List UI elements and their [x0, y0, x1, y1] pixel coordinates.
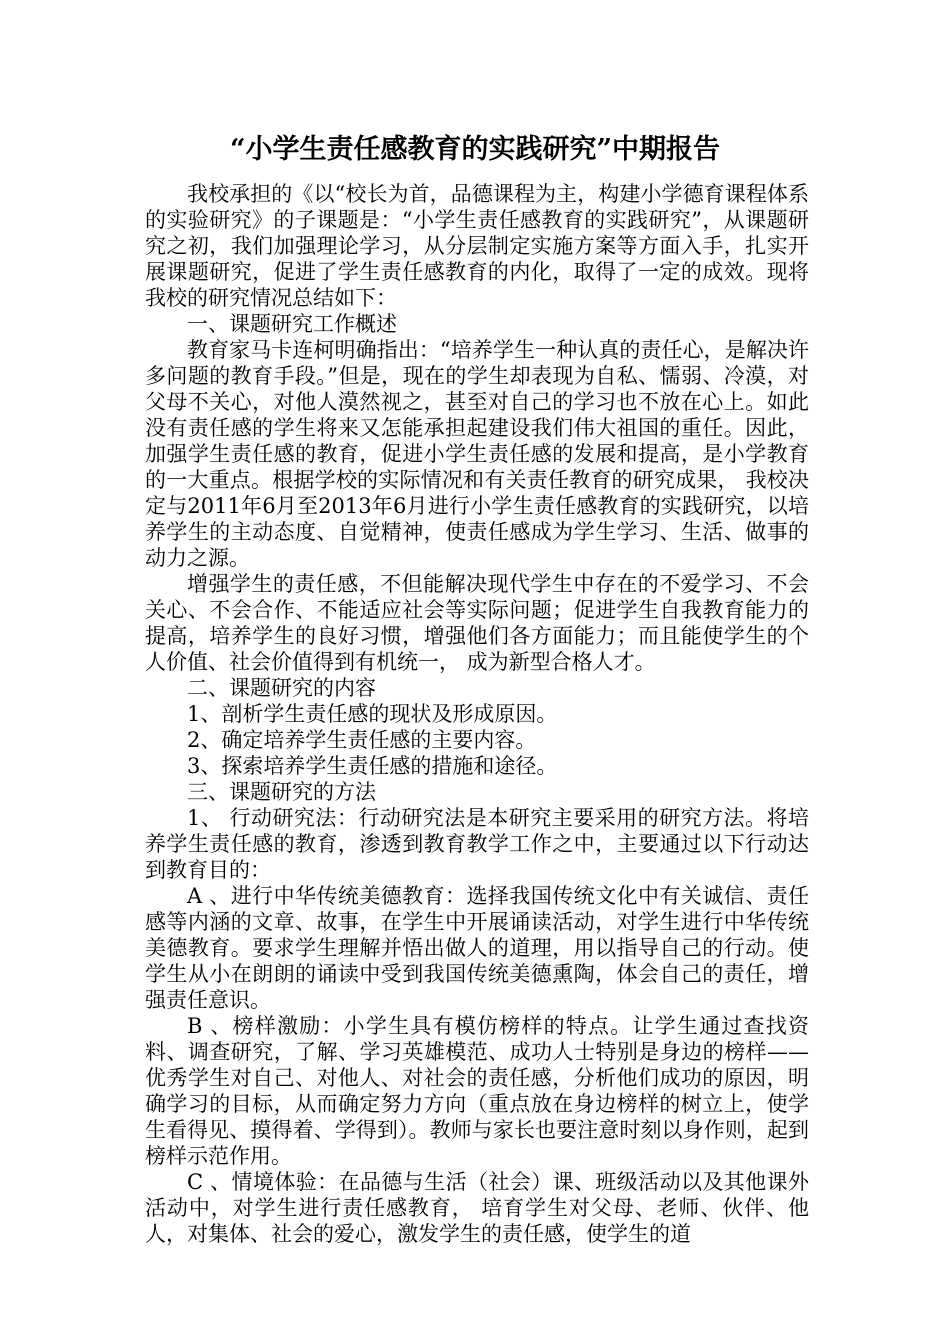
content-item-3: 3、探索培养学生责任感的措施和途径。 [187, 754, 558, 778]
content-item-1: 1、剖析学生责任感的现状及形成原因。 [187, 702, 558, 726]
content-item-2: 2、确定培养学生责任感的主要内容。 [187, 728, 537, 752]
method-subitem-a: A 、进行中华传统美德教育：选择我国传统文化中有关诚信、责任感等内涵的文章、故事，在学生中开展诵读活动，对学生进行中华传统美德教育。要求学生理解并悟出做人的道理，用以指导自己的行动。使学生从小在朗朗的诵读中受到我国传统美德熏陶，体会自己的责任，增强责任意识。 [145, 884, 809, 1012]
paragraph-intro: 我校承担的《以“校长为首，品德课程为主，构建小学德育课程体系的实验研究》的子课题是：“小学生责任感教育的实践研究”，从课题研究之初，我们加强理论学习，从分层制定实施方案等方面入手，扎实开展课题研究，促进了学生责任感教育的内化，取得了一定的成效。现将我校的研究情况总结如下： [145, 182, 809, 310]
document-body [145, 181, 809, 1247]
section-heading-1: 一、课题研究工作概述 [187, 312, 397, 336]
paragraph-benefits: 增强学生的责任感，不但能解决现代学生中存在的不爱学习、不会关心、不会合作、不能适应社会等实际问题；促进学生自我教育能力的提高，培养学生的良好习惯，增强他们各方面能力；而且能使学生的个人价值、社会价值得到有机统一， 成为新型合格人才。 [145, 572, 809, 674]
section-heading-3: 三、课题研究的方法 [187, 780, 376, 804]
paragraph-overview: 教育家马卡连柯明确指出：“培养学生一种认真的责任心，是解决许多问题的教育手段。”但是，现在的学生却表现为自私、懦弱、冷漠，对父母不关心，对他人漠然视之，甚至对自己的学习也不放在心上。如此没有责任感的学生将来又怎能承担起建设我们伟大祖国的重任。因此，加强学生责任感的教育，促进小学生责任感的发展和提高，是小学教育的一大重点。根据学校的实际情况和有关责任教育的研究成果， 我校决定与2011年6月至2013年6月进行小学生责任感教育的实践研究，以培养学生的主动态度、自觉精神，使责任感成为学生学习、生活、做事的动力之源。 [145, 338, 809, 570]
method-item-1: 1、 行动研究法：行动研究法是本研究主要采用的研究方法。将培养学生责任感的教育，渗透到教育教学工作之中，主要通过以下行动达到教育目的： [145, 806, 809, 882]
section-heading-2: 二、课题研究的内容 [187, 676, 376, 700]
method-subitem-c: C 、情境体验：在品德与生活（社会）课、班级活动以及其他课外活动中，对学生进行责任感教育， 培育学生对父母、老师、伙伴、他人，对集体、社会的爱心，激发学生的责任感，使学生的道 [145, 1170, 809, 1246]
document-title: “小学生责任感教育的实践研究”中期报告 [229, 134, 721, 165]
method-subitem-b: B 、榜样激励：小学生具有模仿榜样的特点。让学生通过查找资料、调查研究，了解、学习英雄模范、成功人士特别是身边的榜样——优秀学生对自己、对他人、对社会的责任感，分析他们成功的原因，明确学习的目标，从而确定努力方向（重点放在身边榜样的树立上，使学生看得见、摸得着、学得到）。教师与家长也要注意时刻以身作则，起到榜样示范作用。 [145, 1014, 809, 1168]
